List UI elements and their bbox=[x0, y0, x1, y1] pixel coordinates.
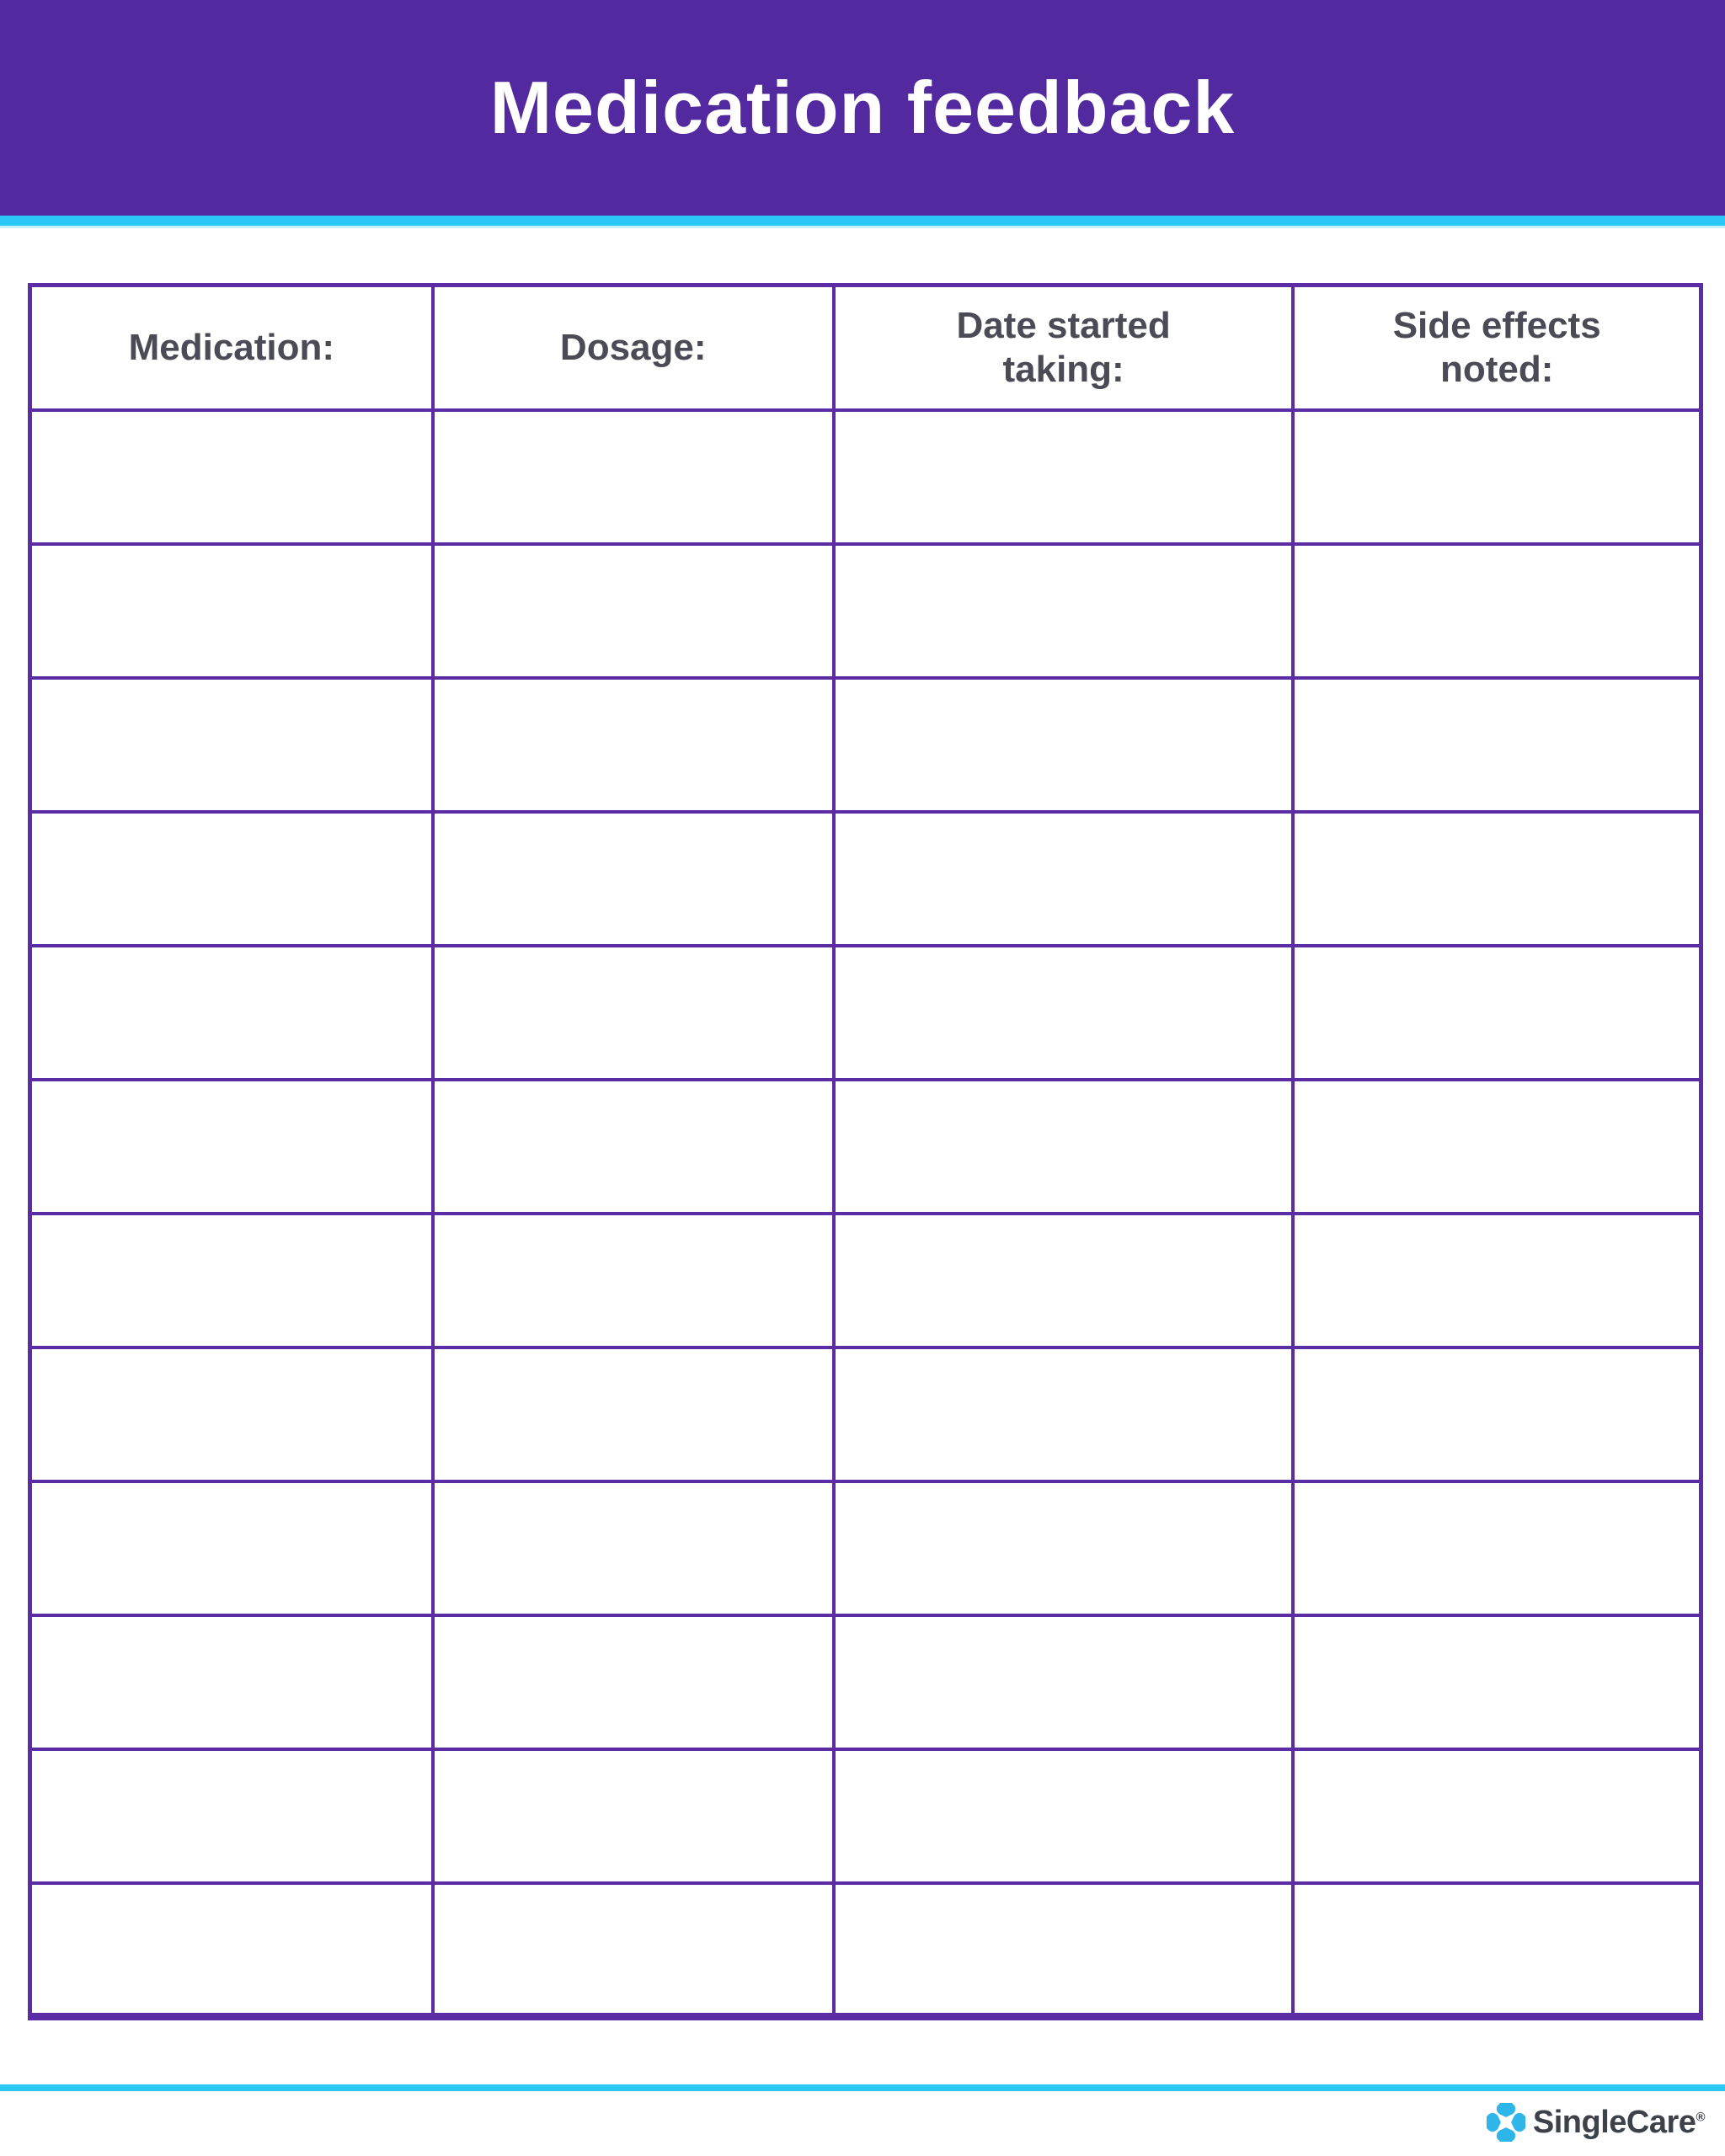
table-cell-empty[interactable] bbox=[433, 812, 834, 946]
table-cell-empty[interactable] bbox=[1293, 1615, 1701, 1749]
table-row bbox=[30, 410, 1701, 544]
table-cell-empty[interactable] bbox=[834, 410, 1294, 544]
header-row bbox=[30, 286, 1701, 410]
table-row bbox=[30, 1348, 1701, 1481]
table-cell-empty[interactable] bbox=[834, 1481, 1294, 1615]
table-row bbox=[30, 1214, 1701, 1348]
table-cell-empty[interactable] bbox=[834, 1348, 1294, 1481]
table-cell-empty[interactable] bbox=[30, 1481, 433, 1615]
table-cell-empty[interactable] bbox=[834, 1749, 1294, 1883]
table-cell-empty[interactable] bbox=[433, 678, 834, 812]
table-cell-empty[interactable] bbox=[30, 1749, 433, 1883]
table-cell-empty[interactable] bbox=[834, 544, 1294, 678]
table-cell-empty[interactable] bbox=[30, 946, 433, 1080]
table-cell-empty[interactable] bbox=[834, 1080, 1294, 1214]
table-cell-empty[interactable] bbox=[433, 410, 834, 544]
table-row bbox=[30, 1749, 1701, 1883]
table-cell-empty[interactable] bbox=[1293, 1883, 1701, 2017]
table-cell-empty[interactable] bbox=[30, 410, 433, 544]
medication-table-header bbox=[30, 286, 1701, 410]
table-cell-empty[interactable] bbox=[1293, 1214, 1701, 1348]
page-title: Medication feedback bbox=[489, 66, 1236, 149]
table-cell-empty[interactable] bbox=[1293, 410, 1701, 544]
medication-table-body bbox=[30, 410, 1701, 2017]
table-row bbox=[30, 1481, 1701, 1615]
medication-table-section bbox=[28, 283, 1703, 2020]
table-row bbox=[30, 1080, 1701, 1214]
table-cell-empty[interactable] bbox=[30, 812, 433, 946]
table-cell-empty[interactable] bbox=[1293, 678, 1701, 812]
table-cell-empty[interactable] bbox=[433, 1883, 834, 2017]
table-cell-empty[interactable] bbox=[433, 1749, 834, 1883]
table-cell-empty[interactable] bbox=[834, 1615, 1294, 1749]
table-cell-empty[interactable] bbox=[433, 544, 834, 678]
column-header-medication: Medication: bbox=[30, 286, 433, 410]
column-header-dosage: Dosage: bbox=[433, 286, 834, 410]
table-cell-empty[interactable] bbox=[433, 1080, 834, 1214]
table-row bbox=[30, 1615, 1701, 1749]
singlecare-cross-icon bbox=[1487, 2103, 1525, 2142]
table-cell-empty[interactable] bbox=[834, 812, 1294, 946]
table-row bbox=[30, 946, 1701, 1080]
table-cell-empty[interactable] bbox=[1293, 1348, 1701, 1481]
brand-wordmark: SingleCare® bbox=[1532, 2104, 1705, 2140]
table-cell-empty[interactable] bbox=[30, 1615, 433, 1749]
table-cell-empty[interactable] bbox=[433, 1481, 834, 1615]
table-row bbox=[30, 812, 1701, 946]
table-cell-empty[interactable] bbox=[30, 544, 433, 678]
banner-accent-stripe bbox=[0, 216, 1725, 226]
banner bbox=[0, 0, 1725, 216]
table-cell-empty[interactable] bbox=[1293, 946, 1701, 1080]
table-cell-empty[interactable] bbox=[1293, 812, 1701, 946]
table-cell-empty[interactable] bbox=[433, 1348, 834, 1481]
table-cell-empty[interactable] bbox=[433, 1214, 834, 1348]
registered-trademark-symbol: ® bbox=[1696, 2109, 1705, 2124]
table-cell-empty[interactable] bbox=[30, 1080, 433, 1214]
page-footer bbox=[0, 2084, 1725, 2142]
table-cell-empty[interactable] bbox=[1293, 1749, 1701, 1883]
table-cell-empty[interactable] bbox=[433, 946, 834, 1080]
table-cell-empty[interactable] bbox=[834, 678, 1294, 812]
table-cell-empty[interactable] bbox=[30, 1214, 433, 1348]
table-cell-empty[interactable] bbox=[834, 1883, 1294, 2017]
table-cell-empty[interactable] bbox=[834, 946, 1294, 1080]
table-row bbox=[30, 678, 1701, 812]
table-cell-empty[interactable] bbox=[30, 1348, 433, 1481]
table-cell-empty[interactable] bbox=[433, 1615, 834, 1749]
table-cell-empty[interactable] bbox=[1293, 1080, 1701, 1214]
table-row bbox=[30, 544, 1701, 678]
brand-logo bbox=[0, 2091, 1725, 2142]
table-cell-empty[interactable] bbox=[1293, 1481, 1701, 1615]
medication-table bbox=[28, 283, 1703, 2020]
footer-accent-stripe bbox=[0, 2084, 1725, 2091]
table-cell-empty[interactable] bbox=[1293, 544, 1701, 678]
column-header-side-effects: Side effects noted: bbox=[1293, 286, 1701, 410]
table-cell-empty[interactable] bbox=[30, 678, 433, 812]
table-cell-empty[interactable] bbox=[30, 1883, 433, 2017]
table-cell-empty[interactable] bbox=[834, 1214, 1294, 1348]
table-row bbox=[30, 1883, 1701, 2017]
column-header-date-started: Date started taking: bbox=[834, 286, 1294, 410]
